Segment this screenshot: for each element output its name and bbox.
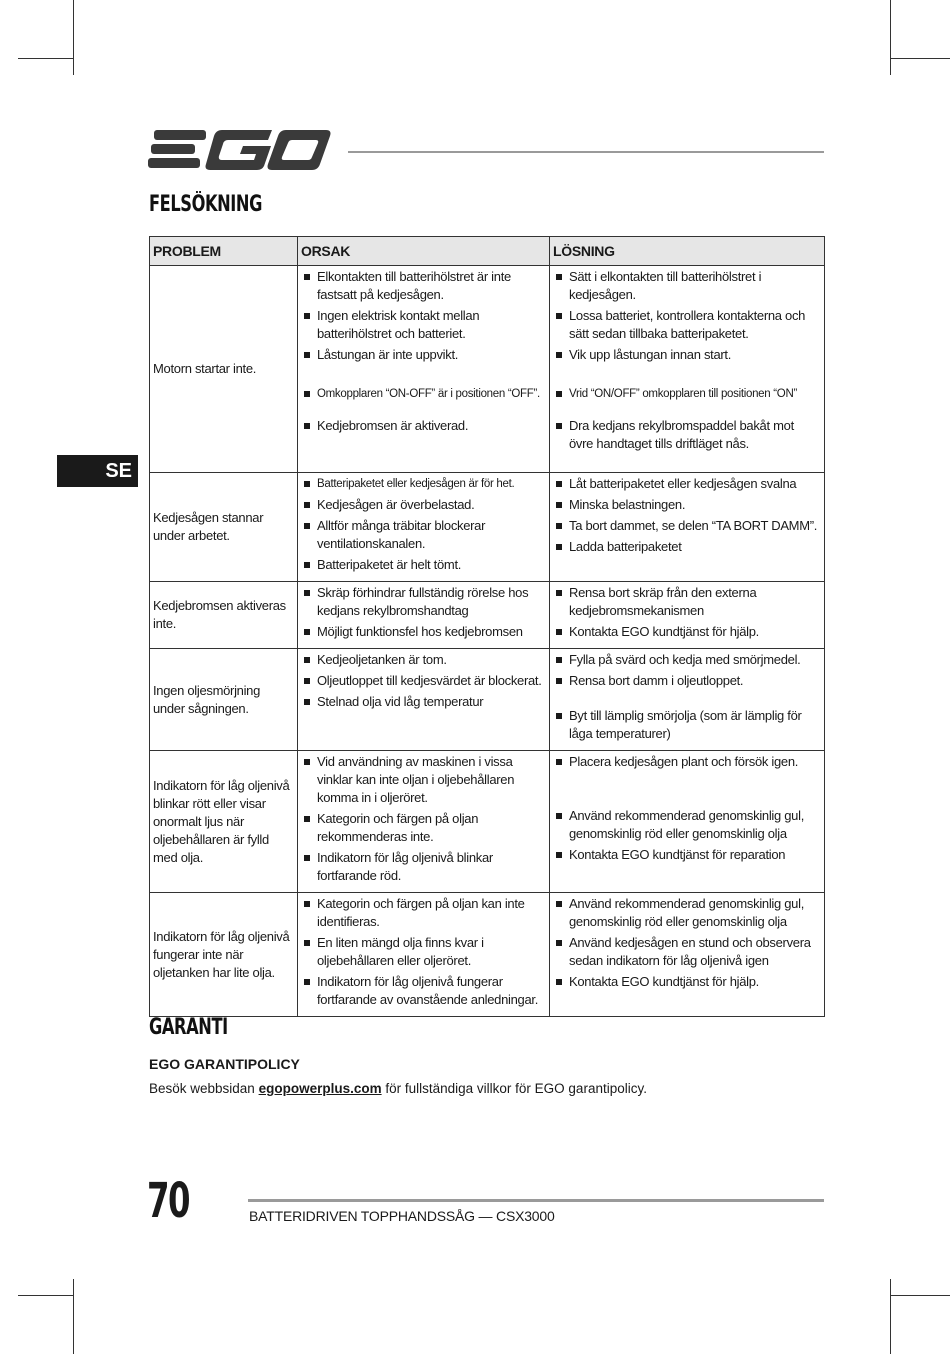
solution-item: Använd kedjesågen en stund och observera sedan indikatorn för låg oljenivå igen	[554, 934, 820, 970]
crop-mark	[73, 1279, 74, 1354]
cause-item: Alltför många träbitar blockerar ventilationskanalen.	[302, 517, 545, 553]
table-row	[150, 751, 825, 893]
problem-cell: Kedjesågen stannar under arbetet.	[150, 473, 298, 582]
ego-logo	[148, 128, 332, 172]
table-row	[150, 649, 825, 751]
problem-cell: Kedjebromsen aktiveras inte.	[150, 582, 298, 649]
cause-item: Låstungan är inte uppvikt.	[302, 346, 545, 364]
solution-item: Vik upp låstungan innan start.	[554, 346, 820, 364]
solution-cell	[550, 266, 825, 473]
troubleshooting-title: FELSÖKNING	[149, 192, 263, 217]
crop-mark	[18, 58, 74, 59]
warranty-title: GARANTI	[149, 1015, 228, 1040]
solution-item: Använd rekommenderad genomskinlig gul, genomskinlig röd eller genomskinlig olja	[554, 807, 820, 843]
table-row	[150, 473, 825, 582]
warranty-link[interactable]: egopowerplus.com	[258, 1081, 382, 1096]
cause-item: Kategorin och färgen på oljan kan inte identifieras.	[302, 895, 545, 931]
crop-mark	[890, 1295, 950, 1296]
cause-item: En liten mängd olja finns kvar i oljebehållaren eller oljeröret.	[302, 934, 545, 970]
warranty-subtitle: EGO GARANTIPOLICY	[149, 1056, 300, 1072]
solution-item: Sätt i elkontakten till batterihölstret i kedjesågen.	[554, 268, 820, 304]
footer-product: BATTERIDRIVEN TOPPHANDSSÅG — CSX3000	[249, 1208, 555, 1224]
troubleshooting-table	[149, 236, 825, 1017]
header-rule	[348, 151, 824, 153]
cause-cell	[298, 266, 550, 473]
solution-item: Minska belastningen.	[554, 496, 820, 514]
solution-item: Fylla på svärd och kedja med smörjmedel.	[554, 651, 820, 669]
cause-item: Batteripaketet eller kedjesågen är för het.	[302, 475, 545, 493]
warranty-text-after: för fullständiga villkor för EGO garantipolicy.	[381, 1081, 647, 1096]
cause-cell	[298, 751, 550, 893]
cause-item: Elkontakten till batterihölstret är inte fastsatt på kedjesågen.	[302, 268, 545, 304]
crop-mark	[890, 58, 950, 59]
solution-cell	[550, 751, 825, 893]
cause-item: Indikatorn för låg oljenivå blinkar fortfarande röd.	[302, 849, 545, 885]
header-cause: ORSAK	[298, 237, 550, 266]
cause-cell	[298, 582, 550, 649]
problem-cell: Motorn startar inte.	[150, 266, 298, 473]
solution-item: Kontakta EGO kundtjänst för hjälp.	[554, 973, 820, 991]
cause-item: Oljeutloppet till kedjesvärdet är blockerat.	[302, 672, 545, 690]
table-row	[150, 266, 825, 473]
solution-item: Placera kedjesågen plant och försök igen.	[554, 753, 820, 771]
cause-item: Kategorin och färgen på oljan rekommenderas inte.	[302, 810, 545, 846]
crop-mark	[73, 0, 74, 75]
cause-item: Möjligt funktionsfel hos kedjebromsen	[302, 623, 545, 641]
crop-mark	[18, 1295, 74, 1296]
crop-mark	[890, 0, 891, 75]
solution-item: Lossa batteriet, kontrollera kontakterna och sätt sedan tillbaka batteripaketet.	[554, 307, 820, 343]
solution-item: Rensa bort skräp från den externa kedjebromsmekanismen	[554, 584, 820, 620]
solution-item: Använd rekommenderad genomskinlig gul, genomskinlig röd eller genomskinlig olja	[554, 895, 820, 931]
cause-item: Indikatorn för låg oljenivå fungerar fortfarande av ovanstående anledningar.	[302, 973, 545, 1009]
crop-mark	[890, 1279, 891, 1354]
cause-item: Vid användning av maskinen i vissa vinklar kan inte oljan i oljebehållaren komma in i oljeröret.	[302, 753, 545, 807]
solution-item: Kontakta EGO kundtjänst för hjälp.	[554, 623, 820, 641]
cause-item: Stelnad olja vid låg temperatur	[302, 693, 545, 711]
warranty-text	[149, 1081, 647, 1096]
table-row	[150, 893, 825, 1017]
problem-cell: Indikatorn för låg oljenivå fungerar inte när oljetanken har lite olja.	[150, 893, 298, 1017]
cause-item: Skräp förhindrar fullständig rörelse hos kedjans rekylbromshandtag	[302, 584, 545, 620]
solution-item: Kontakta EGO kundtjänst för reparation	[554, 846, 820, 864]
solution-cell	[550, 582, 825, 649]
cause-item: Ingen elektrisk kontakt mellan batterihölstret och batteriet.	[302, 307, 545, 343]
cause-item: Kedjebromsen är aktiverad.	[302, 417, 545, 435]
solution-item: Låt batteripaketet eller kedjesågen svalna	[554, 475, 820, 493]
cause-item: Kedjeoljetanken är tom.	[302, 651, 545, 669]
solution-item: Byt till lämplig smörjolja (som är lämplig för låga temperaturer)	[554, 707, 820, 743]
cause-item: Omkopplaren “ON-OFF” är i positionen “OFF”.	[302, 385, 545, 403]
cause-cell	[298, 893, 550, 1017]
solution-item: Ta bort dammet, se delen “TA BORT DAMM”.	[554, 517, 820, 535]
cause-item: Batteripaketet är helt tömt.	[302, 556, 545, 574]
table-header-row	[150, 237, 825, 266]
solution-cell	[550, 473, 825, 582]
cause-cell	[298, 649, 550, 751]
header-problem: PROBLEM	[150, 237, 298, 266]
solution-item: Vrid “ON/OFF” omkopplaren till positionen “ON”	[554, 385, 820, 403]
cause-cell	[298, 473, 550, 582]
solution-cell	[550, 893, 825, 1017]
header-solution: LÖSNING	[550, 237, 825, 266]
warranty-text-before: Besök webbsidan	[149, 1081, 259, 1096]
solution-item: Rensa bort damm i oljeutloppet.	[554, 672, 820, 690]
problem-cell: Ingen oljesmörjning under sågningen.	[150, 649, 298, 751]
solution-cell	[550, 649, 825, 751]
footer-rule	[248, 1199, 824, 1202]
solution-item: Ladda batteripaketet	[554, 538, 820, 556]
table-row	[150, 582, 825, 649]
cause-item: Kedjesågen är överbelastad.	[302, 496, 545, 514]
solution-item: Dra kedjans rekylbromspaddel bakåt mot övre handtaget tills driftläget nås.	[554, 417, 820, 453]
problem-cell: Indikatorn för låg oljenivå blinkar rött eller visar onormalt ljus när oljebehållaren är fylld med olja.	[150, 751, 298, 893]
page-number: 70	[147, 1173, 190, 1229]
language-tab: SE	[57, 455, 138, 487]
